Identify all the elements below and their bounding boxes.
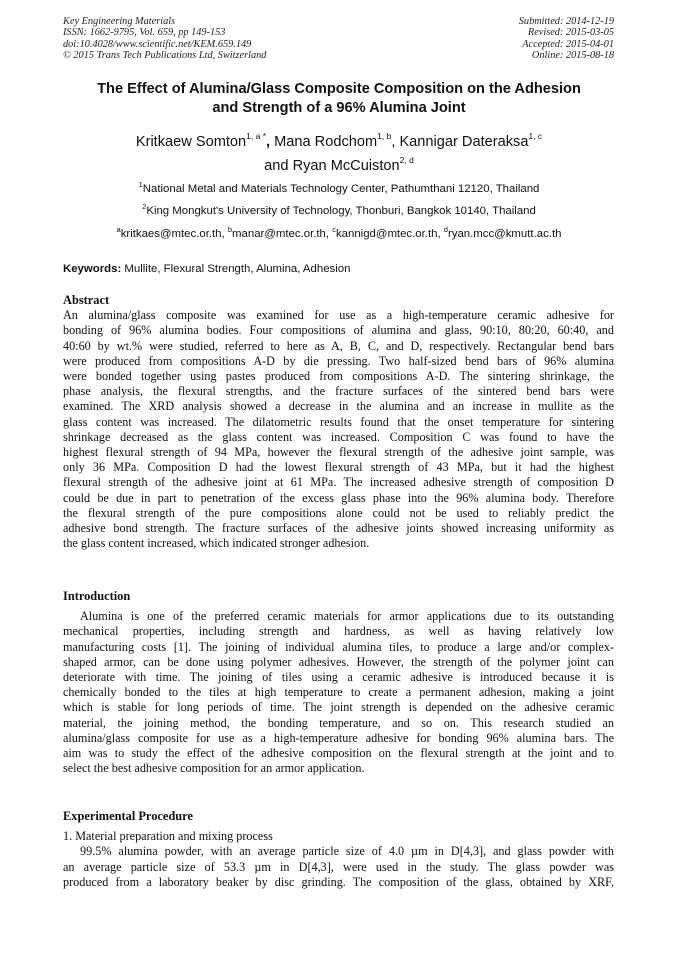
text-line: mechanical properties, including strength and hardness, as well as having relatively low — [63, 624, 614, 639]
author-list — [40, 130, 638, 178]
paper-title — [50, 80, 628, 118]
text-line: An alumina/glass composite was examined for use as a high-temperature ceramic adhesive for — [63, 308, 614, 323]
text-line: shaped armor, can be done using polymer adhesives. However, the strength of the polymer joint can — [63, 654, 614, 669]
author-sup: 1, b — [377, 131, 392, 141]
journal-doi[interactable]: doi:10.4028/www.scientific.net/KEM.659.149 — [63, 38, 252, 50]
journal-issn: ISSN: 1662-9795, Vol. 659, pp 149-153 — [63, 27, 226, 39]
author-line — [40, 154, 638, 178]
text-line: glass content was increased. The dilatometric results found that the onset temperature for sintering — [63, 414, 614, 429]
introduction-section — [63, 589, 614, 776]
email-sup: b — [227, 225, 233, 234]
text-line: Alumina is one of the preferred ceramic materials for armor applications due to its outstanding — [80, 609, 614, 624]
journal-copyright: © 2015 Trans Tech Publications Ltd, Switzerland — [63, 49, 267, 61]
text-line: deteriorate with time. The joining of tiles using a ceramic adhesive is introduced because it is — [63, 670, 614, 685]
experimental-section — [63, 809, 614, 890]
text-line: alumina/glass composite for use as a high-temperature adhesive for bonding 96% alumina bars. The — [63, 730, 614, 745]
email-link[interactable]: kritkaes@mtec.or.th, — [120, 228, 228, 240]
text-line: 40:60 by wt.% were studied, referred to here as A, B, C, and D, respectively. Rectangular bend bars — [63, 338, 614, 353]
text-line: the flexural strength of the pure compositions alone could not be used to reliably predict the — [63, 505, 614, 520]
text-line: highest flexural strength of 94 MPa, however the flexural strength of the adhesive joint sample, was — [63, 445, 614, 460]
author-sup: 1, a * — [246, 131, 267, 141]
introduction-body — [63, 609, 614, 776]
affiliation-1 — [40, 182, 638, 196]
text-line: manufacturing costs [1]. The joining of individual alumina tiles, to produce a large and/or complex- — [63, 639, 614, 654]
abstract-body — [63, 308, 614, 551]
email-link[interactable]: manar@mtec.or.th, — [232, 228, 333, 240]
email-link[interactable]: kannigd@mtec.or.th, — [335, 228, 444, 240]
author-line: Kritkaew Somton$^{1, a *}$, Mana Rodchom$^{1, b}$, Kannigar Dateraksa$^{1, c}$ — [135, 131, 543, 150]
text-line: 99.5% alumina powder, with an average particle size of 4.0 µm in D[4,3], and glass powder with — [80, 844, 614, 859]
author-name: and Ryan McCuiston — [264, 158, 400, 174]
affiliation-sup: 1 — [138, 180, 143, 189]
text-line: phase analysis, the flexural strengths, and the fracture surfaces of the sintered bend bars were — [63, 384, 614, 399]
text-line: select the best adhesive composition for an armor application. — [63, 761, 365, 776]
email-link[interactable]: ryan.mcc@kmutt.ac.th — [447, 228, 562, 240]
keywords-label: Keywords: — [63, 263, 122, 275]
affiliation-text: King Mongkut's University of Technology, Thonburi, Bangkok 10140, Thailand — [146, 205, 536, 217]
text-line: only 36 MPa. Composition D had the lowest flexural strength of 43 MPa, but it had the highest — [63, 460, 614, 475]
email-sup: c — [332, 225, 336, 234]
date-online: Online: 2015-08-18 — [531, 49, 614, 61]
author-sup: 1, c — [528, 131, 543, 141]
affiliation-text: National Metal and Materials Technology Center, Pathumthani 12120, Thailand — [142, 183, 540, 195]
email-sup: a — [116, 225, 121, 234]
publication-dates — [519, 16, 614, 61]
text-line: aim was to study the effect of the adhesive composition on the flexural strength at the joint and to — [63, 746, 614, 761]
title-line: The Effect of Alumina/Glass Composite Composition on the Adhesion — [97, 81, 581, 97]
text-line: produced from a laboratory beaker by disc grinding. The composition of the glass, obtained by XRF, — [63, 874, 614, 889]
author-name: Kannigar Dateraksa — [399, 134, 529, 150]
abstract-heading: Abstract — [63, 293, 110, 307]
affiliation-2 — [40, 204, 638, 218]
date-accepted: Accepted: 2015-04-01 — [522, 38, 614, 50]
experimental-heading: Experimental Procedure — [63, 809, 193, 823]
text-line: bonding of 96% alumina bodies. Four compositions of alumina and glass, 90:10, 80:20, 60:40, and — [63, 323, 614, 338]
author-sup: 2, d — [399, 155, 414, 165]
experimental-body — [63, 844, 614, 890]
text-line: flexural strength of the adhesive joint at 61 MPa. The increased adhesive strength of composition D — [63, 475, 614, 490]
text-line: material, the joining method, the bonding temperature, and so on. This research studied an — [63, 715, 614, 730]
text-line: the glass content increased, which indicated stronger adhesion. — [63, 536, 370, 551]
text-line: adhesive bond strength. The fracture surfaces of the adhesive joints showed increasing uniformity as — [63, 521, 614, 536]
email-list — [40, 227, 638, 241]
introduction-heading: Introduction — [63, 589, 131, 603]
text-line: which is stable for long periods of time. The joint strength is depended on the adhesive ceramic — [63, 700, 614, 715]
text-line: were produced from compositions A-D by die pressing. Two half-sized bend bars of 96% alumina — [63, 353, 614, 368]
affiliation-sup: 2 — [142, 202, 147, 211]
date-revised: Revised: 2015-03-05 — [527, 27, 614, 39]
experimental-subheading: 1. Material preparation and mixing process — [63, 829, 273, 844]
journal-info — [63, 16, 266, 61]
text-line: were bonded together using pastes produced from compositions A-D. The sintering shrinkage, the — [63, 369, 614, 384]
title-line: and Strength of a 96% Alumina Joint — [212, 100, 466, 116]
text-line: examined. The XRD analysis showed a decrease in the alumina and an increase in mullite as the — [63, 399, 614, 414]
keywords-text: Mullite, Flexural Strength, Alumina, Adhesion — [121, 263, 351, 275]
abstract-section — [63, 293, 614, 551]
author-name: Mana Rodchom — [274, 134, 378, 150]
date-submitted: Submitted: 2014-12-19 — [518, 16, 614, 27]
author-name: Kritkaew Somton — [135, 134, 247, 150]
text-line: could be due in part to penetration of the excess glass phase into the 96% alumina body. Therefore — [63, 490, 614, 505]
text-line: shrinkage decreased as the glass content was increased. Composition C was found to have the — [63, 429, 614, 444]
email-sup: d — [443, 225, 448, 234]
text-line: an average particle size of 53.3 µm in D[4,3], were used in the study. The glass powder was — [63, 859, 614, 874]
keywords — [63, 262, 350, 276]
journal-name: Key Engineering Materials — [63, 16, 176, 27]
text-line: chemically bonded to the tiles at high temperature to create a permanent adhesion, making a joint — [63, 685, 614, 700]
